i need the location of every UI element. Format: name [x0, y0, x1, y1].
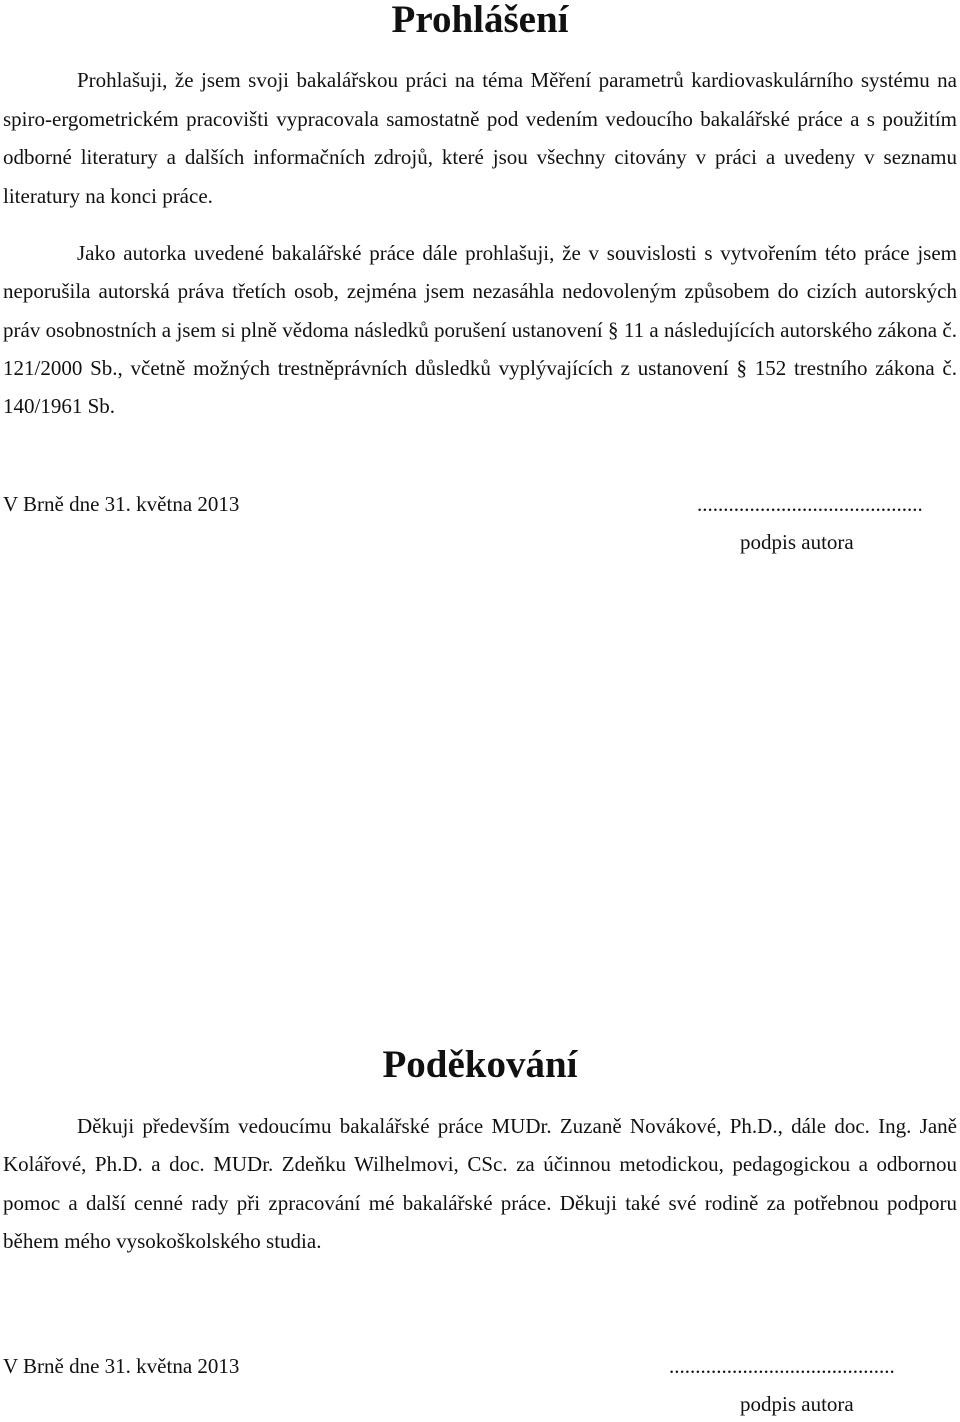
acknowledgement-title: Poděkování: [382, 1043, 578, 1086]
acknowledgement-place-date: V Brně dne 31. května 2013: [3, 1354, 240, 1378]
declaration-place-date: V Brně dne 31. května 2013: [3, 492, 240, 516]
acknowledgement-signature-line: ...........................................: [669, 1354, 895, 1378]
acknowledgement-paragraph: Děkuji především vedoucímu bakalářské práce MUDr. Zuzaně Novákové, Ph.D., dále doc. Ing. Janě Kolářové, Ph.D. a doc. MUDr. Zdeňku Wilhelmovi, CSc. za účinnou metodickou, pedagogickou a odbornou pomoc a další cenné rady při zpracování mé bakalářské práce. Děkuji také své rodině za potřebnou podporu během mého vysokoškolského studia.: [3, 1114, 957, 1253]
declaration-paragraph-2: Jako autorka uvedené bakalářské práce dále prohlašuji, že v souvislosti s vytvořením této práce jsem neporušila autorská práva třetích osob, zejména jsem nezasáhla nedovoleným způsobem do cizích autorských práv osobnostních a jsem si plně vědoma následků porušení ustanovení § 11 a následujících autorského zákona č. 121/2000 Sb., včetně možných trestněprávních důsledků vyplývajících z ustanovení § 152 trestního zákona č. 140/1961 Sb.: [3, 241, 957, 419]
acknowledgement-signature-label: podpis autora: [740, 1392, 854, 1416]
declaration-paragraph-1: Prohlašuji, že jsem svoji bakalářskou práci na téma Měření parametrů kardiovaskulárního systému na spiro-ergometrickém pracovišti vypracovala samostatně pod vedením vedoucího bakalářské práce a s použitím odborné literatury a dalších informačních zdrojů, které jsou všechny citovány v práci a uvedeny v seznamu literatury na konci práce.: [3, 68, 957, 208]
declaration-title: Prohlášení: [391, 0, 569, 41]
declaration-signature-label: podpis autora: [740, 530, 854, 554]
declaration-signature-line: ...........................................: [697, 492, 923, 516]
